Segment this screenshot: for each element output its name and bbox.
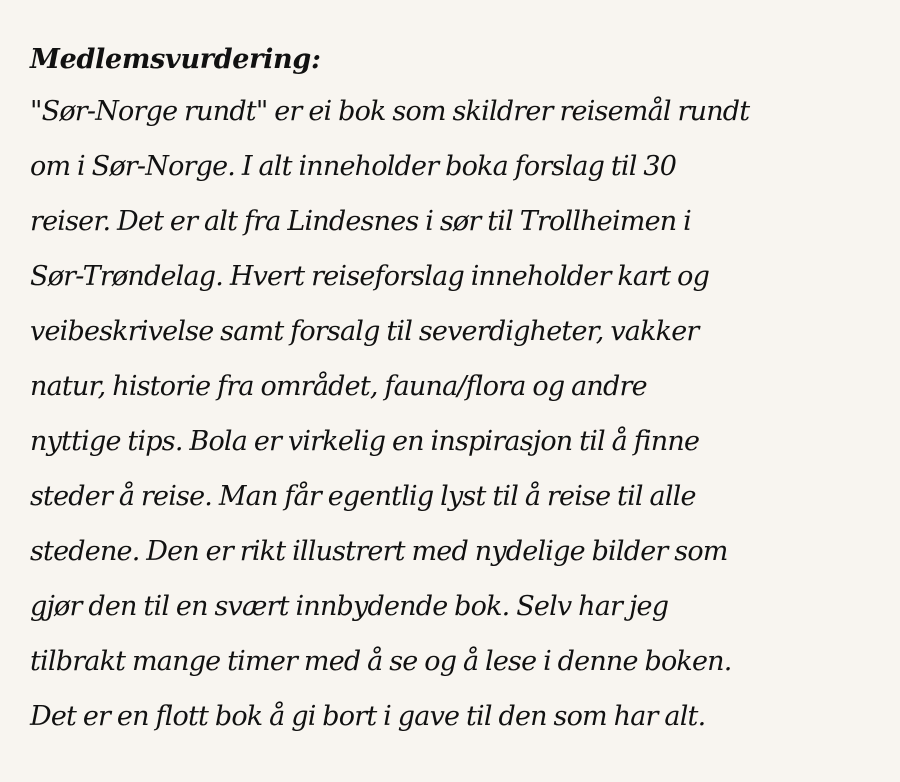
review-line: Sør-Trøndelag. Hvert reiseforslag inneholder kart og — [30, 261, 710, 292]
review-line: reiser. Det er alt fra Lindesnes i sør til Trollheimen i — [30, 206, 691, 237]
review-line: gjør den til en svært innbydende bok. Selv har jeg — [30, 591, 669, 622]
review-text — [30, 84, 875, 744]
review-line: natur, historie fra området, fauna/flora og andre — [30, 371, 647, 402]
review-line: stedene. Den er rikt illustrert med nydelige bilder som — [30, 536, 728, 567]
review-line: tilbrakt mange timer med å se og å lese i denne boken. — [30, 646, 732, 677]
member-review — [30, 36, 875, 744]
review-line: steder å reise. Man får egentlig lyst til å reise til alle — [30, 481, 696, 512]
review-heading: Medlemsvurdering: — [30, 44, 321, 75]
review-line: om i Sør-Norge. I alt inneholder boka forslag til 30 — [30, 151, 677, 182]
review-line: "Sør-Norge rundt" er ei bok som skildrer reisemål rundt — [30, 96, 750, 127]
review-line: veibeskrivelse samt forsalg til severdigheter, vakker — [30, 316, 699, 347]
review-line: Det er en flott bok å gi bort i gave til den som har alt. — [30, 701, 706, 732]
review-line: nyttige tips. Bola er virkelig en inspirasjon til å finne — [30, 426, 700, 457]
